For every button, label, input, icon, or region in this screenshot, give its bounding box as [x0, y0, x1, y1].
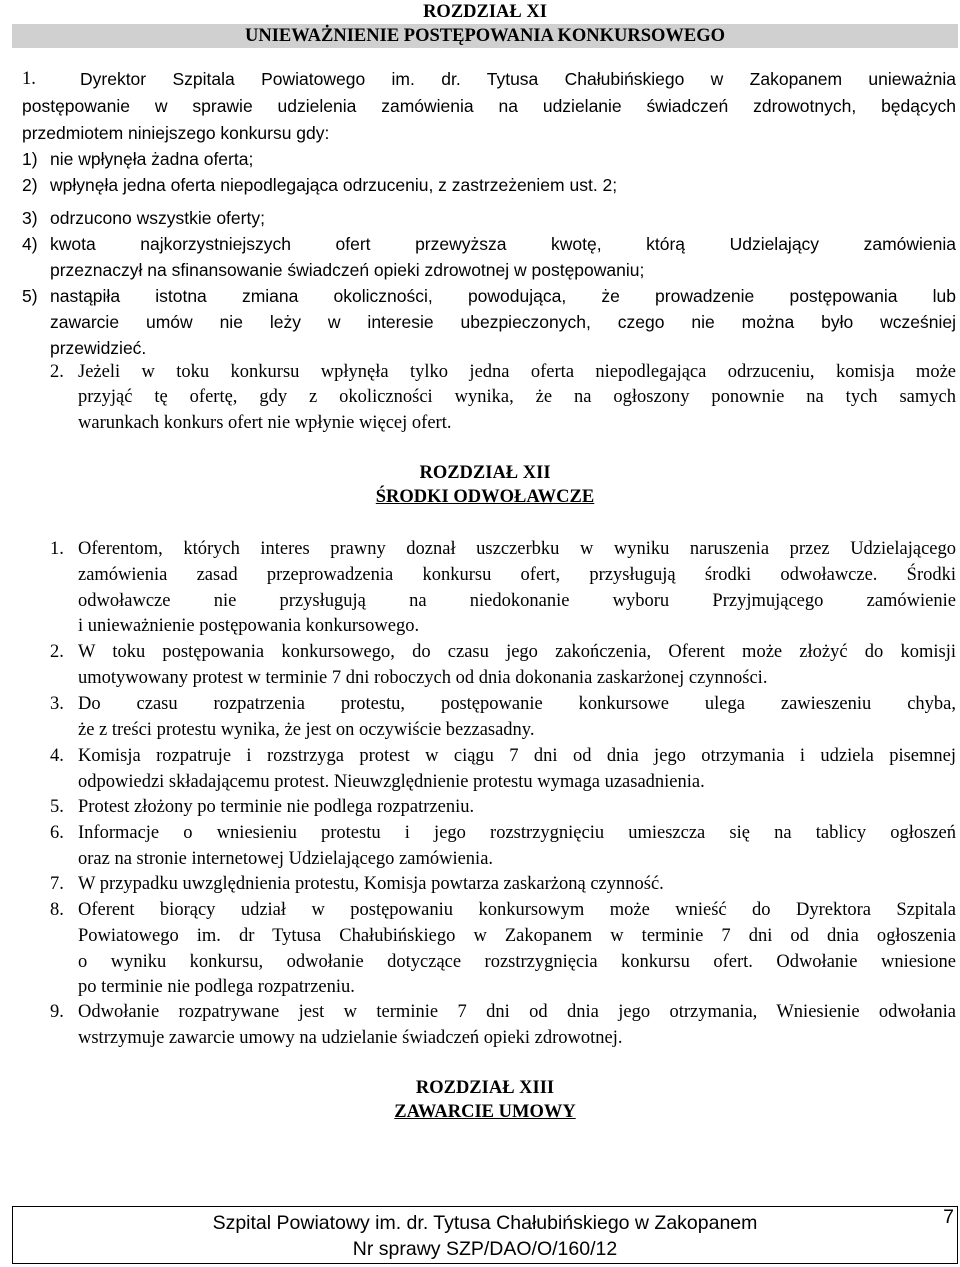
remedy-text-line: odpowiedzi składającemu protest. Nieuwzględnienie protestu wymaga uzasadnienia. [78, 771, 705, 792]
chapter-11-title: ROZDZIAŁ XI [423, 2, 547, 22]
remedy-text-line: Informacje o wniesieniu protestu i jego rozstrzygnięciu umieszcza się na tablicy ogłoszeń [78, 823, 956, 843]
remedy-text-line: o wyniku konkursu, odwołanie dotyczące rozstrzygnięcia konkursu ofert. Odwołanie wniesione [78, 951, 956, 972]
remedy-text-line: Oferent biorący udział w postępowaniu konkursowym może wnieść do Dyrektora Szpitala [78, 900, 956, 920]
paragraph-line: przedmiotem niniejszego konkursu gdy: [22, 123, 330, 143]
paragraph-line: warunkach konkurs ofert nie wpłynie więcej ofert. [78, 413, 452, 433]
footer-hospital-name: Szpital Powiatowy im. dr. Tytusa Chałubińskiego w Zakopanem [212, 1212, 758, 1234]
remedy-text-line: umotywowany protest w terminie 7 dni roboczych od dnia dokonania zaskarżonej czynności. [78, 667, 768, 688]
condition-text: nie wpłynęła żadna oferta; [50, 149, 254, 169]
paragraph-number: 2. [50, 362, 64, 382]
chapter-12-subtitle: ŚRODKI ODWOŁAWCZE [375, 487, 595, 507]
remedy-number: 9. [50, 1002, 64, 1022]
chapter-12-heading [12, 461, 958, 509]
paragraph-line: postępowanie w sprawie udzielenia zamówienia na udzielanie świadczeń zdrowotnych, będących [22, 96, 956, 116]
remedy-text-line: Odwołanie rozpatrywane jest w terminie 7 dni od dnia jego otrzymania, Wniesienie odwołania [78, 1002, 956, 1022]
condition-text: wpłynęła jedna oferta niepodlegająca odrzuceniu, z zastrzeżeniem ust. 2; [50, 175, 618, 195]
remedy-text-line: Oferentom, których interes prawny doznał uszczerbku w wyniku naruszenia przez Udzielającego [78, 539, 956, 559]
remedy-number: 4. [50, 746, 64, 766]
condition-text: kwota najkorzystniejszych ofert przewyższa kwotę, którą Udzielający zamówienia [50, 234, 956, 254]
remedy-text-line: W toku postępowania konkursowego, do czasu jego zakończenia, Oferent może złożyć do komisji [78, 642, 956, 662]
remedy-text-line: i unieważnienie postępowania konkursowego. [78, 616, 420, 637]
chapter-13-heading [12, 1076, 958, 1124]
remedy-text-line: Protest złożony po terminie nie podlega rozpatrzeniu. [78, 797, 475, 817]
condition-text: przeznaczył na sfinansowanie świadczeń opieki zdrowotnej w postępowaniu; [50, 260, 645, 280]
paragraph-number: 1. [22, 69, 36, 89]
chapter-13-subtitle: ZAWARCIE UMOWY [394, 1102, 576, 1122]
condition-number: 2) [22, 175, 38, 195]
chapter-12-title: ROZDZIAŁ XII [419, 463, 551, 483]
condition-text: przewidzieć. [50, 338, 147, 358]
remedy-text-line: oraz na stronie internetowej Udzielającego zamówienia. [78, 848, 494, 869]
remedy-text-line: Do czasu rozpatrzenia protestu, postępowanie konkursowe ulega zawieszeniu chyba, [78, 694, 956, 714]
condition-text: zawarcie umów nie leży w interesie ubezpieczonych, czego nie można było wcześniej [50, 312, 956, 332]
condition-number: 3) [22, 208, 38, 228]
remedy-text-line: Powiatowego im. dr Tytusa Chałubińskiego w Zakopanem w terminie 7 dni od dnia ogłoszenia [78, 925, 956, 946]
remedy-text-line: po terminie nie podlega rozpatrzeniu. [78, 977, 355, 998]
condition-number: 1) [22, 149, 38, 169]
remedy-text-line: że z treści protestu wynika, że jest on oczywiście bezzasadny. [78, 719, 535, 740]
chapter-11-subtitle: UNIEWAŻNIENIE POSTĘPOWANIA KONKURSOWEGO [12, 24, 958, 48]
remedy-number: 1. [50, 539, 64, 559]
remedy-text-line: odwoławcze nie przysługują na niedokonanie wyboru Przyjmującego zamówienie [78, 590, 956, 611]
condition-text: odrzucono wszystkie oferty; [50, 208, 265, 228]
condition-number: 5) [22, 286, 38, 306]
remedy-text-line: W przypadku uwzględnienia protestu, Komisja powtarza zaskarżoną czynność. [78, 874, 664, 894]
remedy-number: 3. [50, 694, 64, 714]
remedy-number: 6. [50, 823, 64, 843]
remedy-number: 5. [50, 797, 64, 817]
page-number: 7 [943, 1206, 954, 1228]
footer-case-number: Nr sprawy SZP/DAO/O/160/12 [352, 1238, 618, 1260]
page-footer [12, 1206, 958, 1264]
remedy-text-line: Komisja rozpatruje i rozstrzyga protest w ciągu 7 dni od dnia jego otrzymania i udziela pisemnej [78, 746, 956, 766]
remedy-number: 8. [50, 900, 64, 920]
condition-number: 4) [22, 234, 38, 254]
condition-text: nastąpiła istotna zmiana okoliczności, powodująca, że prowadzenie postępowania lub [50, 286, 956, 306]
paragraph-line: przyjąć tę ofertę, gdy z okoliczności wynika, że na ogłoszony ponownie na tych samych [78, 387, 956, 407]
chapter-11-heading [12, 0, 958, 48]
remedy-text-line: zamówienia zasad przeprowadzenia konkursu ofert, przysługują środki odwoławcze. Środki [78, 564, 956, 585]
chapter-13-title: ROZDZIAŁ XIII [415, 1078, 555, 1098]
paragraph-line: Dyrektor Szpitala Powiatowego im. dr. Tytusa Chałubińskiego w Zakopanem unieważnia [80, 69, 956, 89]
paragraph-line: Jeżeli w toku konkursu wpłynęła tylko jedna oferta niepodlegająca odrzuceniu, komisja może [78, 362, 956, 382]
remedy-number: 2. [50, 642, 64, 662]
remedy-number: 7. [50, 874, 64, 894]
remedy-text-line: wstrzymuje zawarcie umowy na udzielanie świadczeń opieki zdrowotnej. [78, 1027, 623, 1048]
